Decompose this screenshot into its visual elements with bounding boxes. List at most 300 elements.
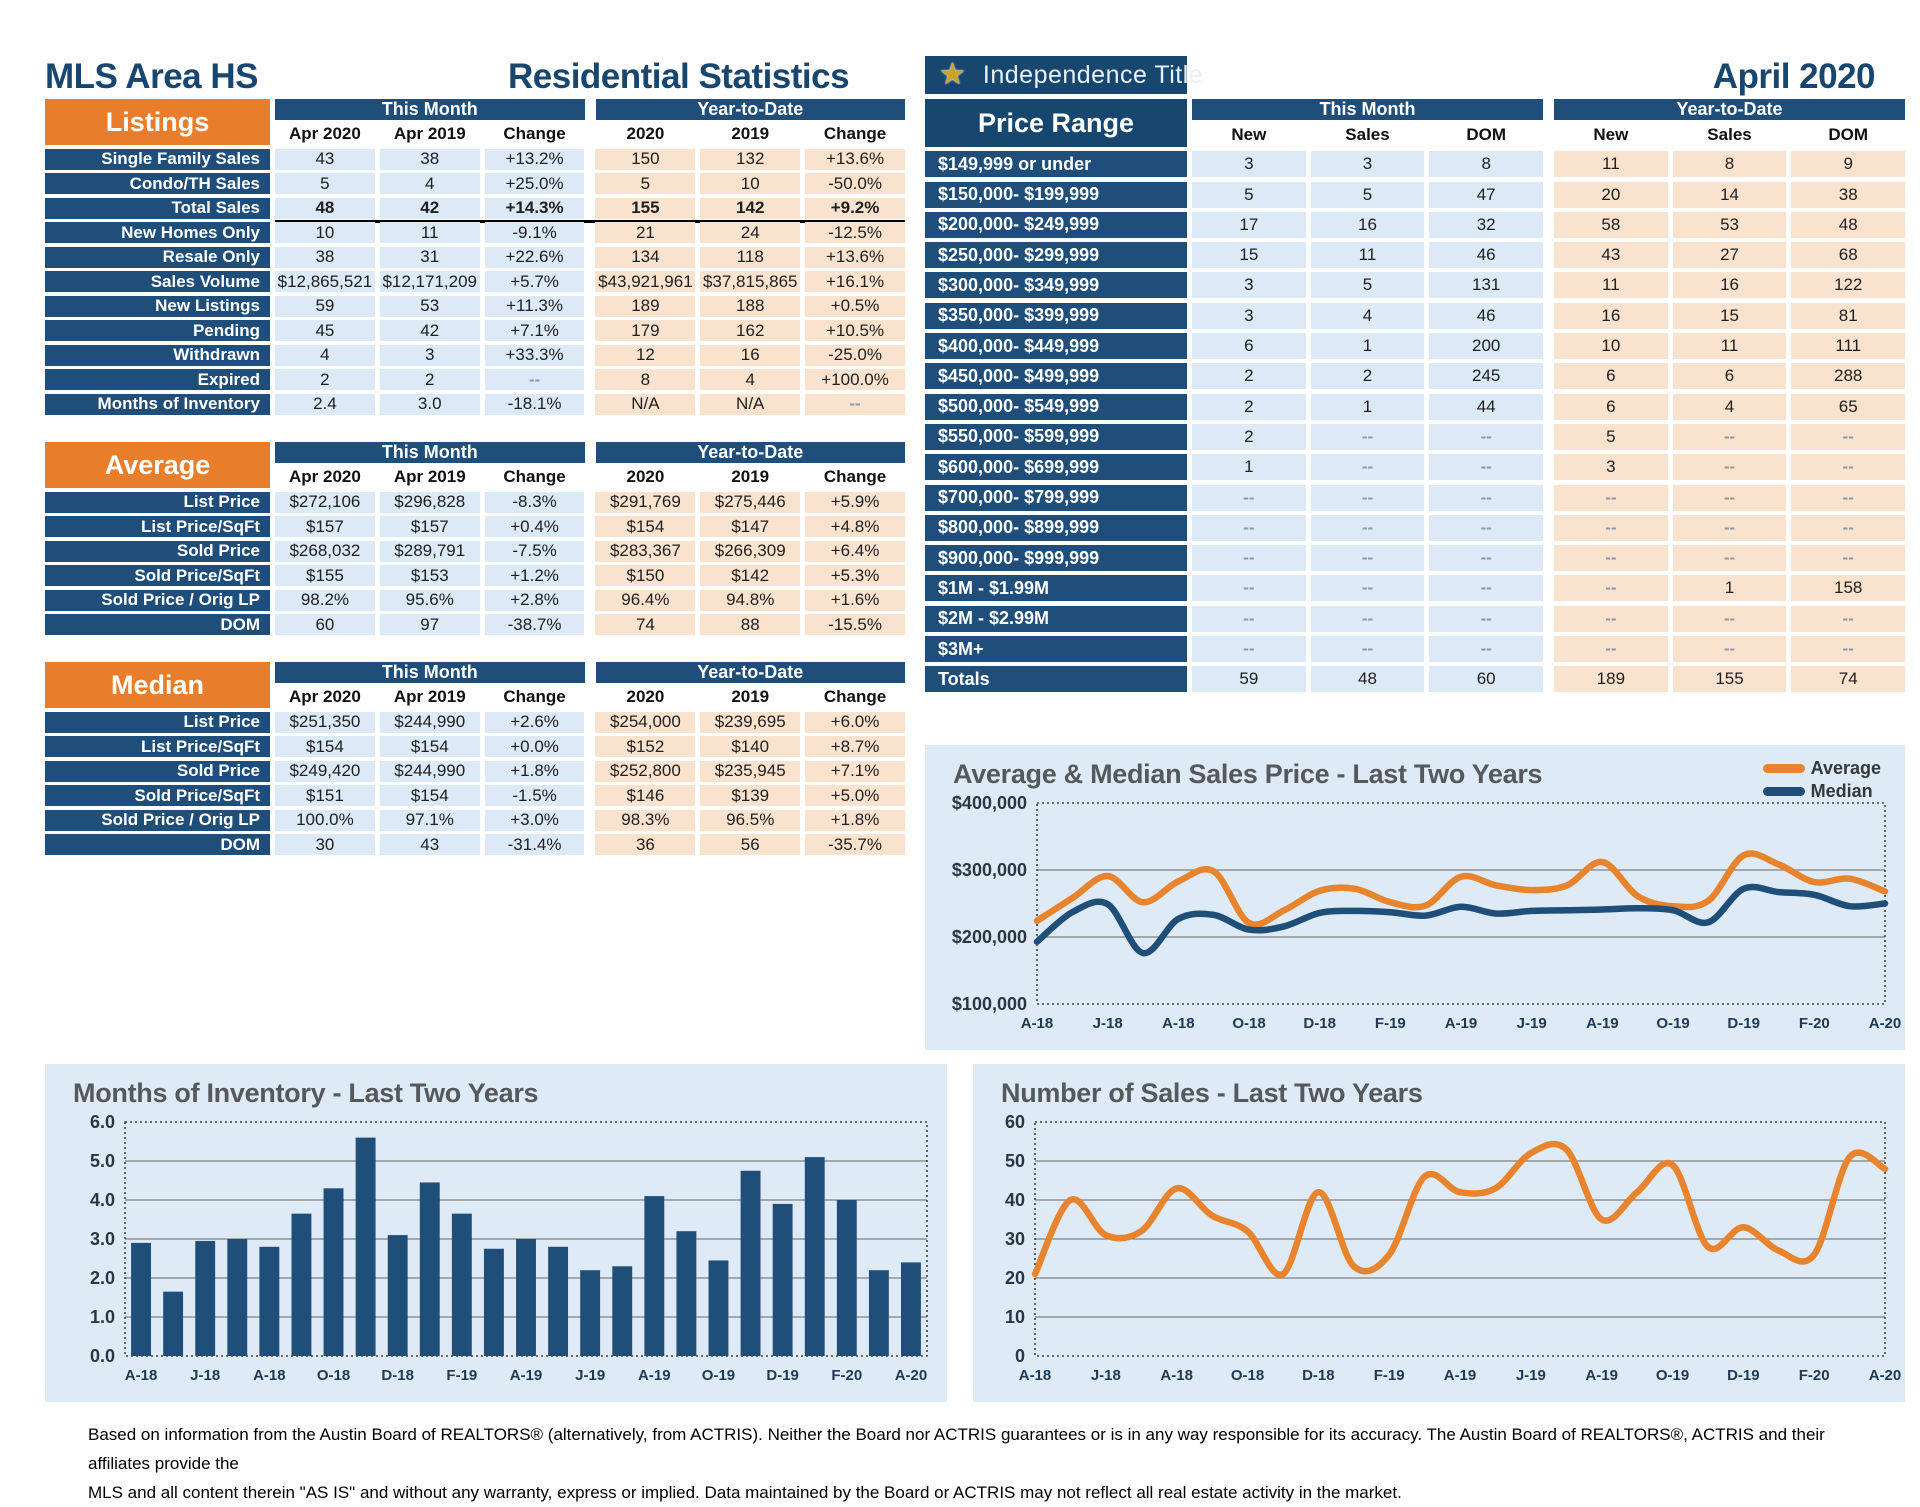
table-cell: 3.0 [380, 394, 480, 415]
table-cell: -- [1192, 485, 1306, 511]
row-cells [270, 222, 905, 243]
table-cell: 95.6% [380, 590, 480, 611]
table-cell: 94.8% [700, 590, 800, 611]
table-row [925, 151, 1905, 177]
table-cell: 21 [595, 222, 695, 243]
table-cell: $289,791 [380, 541, 480, 562]
group-header-row [270, 662, 905, 683]
table-cell: 155 [1673, 666, 1787, 692]
table-cell: 111 [1791, 333, 1905, 359]
svg-text:6.0: 6.0 [89, 1112, 115, 1132]
table-row [925, 515, 1905, 541]
legend-swatch [1763, 764, 1805, 773]
table-cell: 74 [595, 614, 695, 635]
report-date: April 2020 [1712, 57, 1875, 96]
column-header: Change [503, 467, 566, 486]
table-cell: -- [1791, 515, 1905, 541]
table-cell: N/A [595, 394, 695, 415]
row-label: Sold Price/SqFt [45, 565, 270, 586]
table-cell: 200 [1429, 333, 1543, 359]
table-cell: -- [1673, 515, 1787, 541]
group-header-row [270, 442, 905, 463]
table-row [925, 272, 1905, 298]
group-header: Year-to-Date [596, 442, 906, 463]
row-cells [270, 394, 905, 415]
table-cell: $139 [700, 785, 800, 806]
table-cell: -15.5% [805, 614, 905, 635]
table-cell: +11.3% [485, 296, 585, 317]
svg-text:A-20: A-20 [1868, 1367, 1902, 1384]
column-header: Apr 2020 [289, 467, 361, 486]
table-cell: 2 [275, 369, 375, 390]
table-cell: -- [1673, 636, 1787, 662]
table-cell: 162 [700, 320, 800, 341]
row-label: Sales Volume [45, 271, 270, 292]
row-label: Condo/TH Sales [45, 173, 270, 194]
row-cells [270, 345, 905, 366]
table-cell: 1 [1192, 454, 1306, 480]
row-label: DOM [45, 614, 270, 635]
table-row [45, 785, 905, 806]
table-cell: 15 [1192, 242, 1306, 268]
svg-text:A-19: A-19 [1586, 1015, 1619, 1032]
row-label: $800,000- $899,999 [925, 515, 1187, 541]
table-cell: 11 [1673, 333, 1787, 359]
table-cell: $12,171,209 [380, 271, 480, 292]
table-cell: -- [1554, 545, 1668, 571]
table-cell: $272,106 [275, 492, 375, 513]
svg-text:J-19: J-19 [1515, 1367, 1546, 1384]
svg-text:60: 60 [1004, 1112, 1025, 1132]
table-cell: 245 [1429, 363, 1543, 389]
column-header-row [270, 466, 905, 488]
table-cell: +22.6% [485, 247, 585, 268]
group-header-row [1187, 99, 1905, 120]
column-header: Change [503, 687, 566, 706]
table-cell: 6 [1673, 363, 1787, 389]
table-cell: 16 [1311, 212, 1425, 238]
column-header: Change [503, 124, 566, 143]
table-cell: +6.0% [805, 712, 905, 733]
section-label: Average [45, 442, 270, 488]
table-cell: -- [1311, 515, 1425, 541]
row-cells [270, 590, 905, 611]
table-cell: 97 [380, 614, 480, 635]
row-label: Sold Price [45, 541, 270, 562]
table-cell: $154 [595, 516, 695, 537]
table-cell: -- [1311, 575, 1425, 601]
table-cell: -- [1554, 606, 1668, 632]
table-cell: $152 [595, 736, 695, 757]
svg-text:20: 20 [1004, 1268, 1025, 1288]
table-cell: 2 [1192, 394, 1306, 420]
table-cell: 38 [1791, 182, 1905, 208]
legend-label: Median [1810, 781, 1873, 801]
table-row [45, 173, 905, 194]
table-cell: 9 [1791, 151, 1905, 177]
svg-text:D-19: D-19 [766, 1367, 799, 1384]
table-cell: +0.4% [485, 516, 585, 537]
svg-text:D-19: D-19 [1727, 1015, 1760, 1032]
svg-text:A-18: A-18 [1162, 1015, 1195, 1032]
table-cell: +14.3% [485, 198, 585, 219]
column-header: New [1593, 124, 1629, 144]
table-cell: -- [1673, 454, 1787, 480]
price-range-table [925, 99, 1905, 692]
svg-text:4.0: 4.0 [89, 1190, 115, 1210]
table-cell: 150 [595, 149, 695, 170]
table-row [925, 606, 1905, 632]
table-cell: 65 [1791, 394, 1905, 420]
table-row [925, 424, 1905, 450]
table-cell: -- [1554, 485, 1668, 511]
table-cell: 53 [1673, 212, 1787, 238]
group-header: This Month [1192, 99, 1543, 120]
row-label: $250,000- $299,999 [925, 242, 1187, 268]
table-cell: $154 [380, 785, 480, 806]
row-label: List Price [45, 492, 270, 513]
row-label: Withdrawn [45, 345, 270, 366]
table-cell: 189 [595, 296, 695, 317]
svg-text:O-19: O-19 [1656, 1015, 1690, 1032]
column-header: Change [823, 124, 887, 143]
table-header-columns [270, 99, 905, 145]
table-cell: 6 [1554, 363, 1668, 389]
column-header: 2019 [731, 124, 770, 143]
svg-text:5.0: 5.0 [89, 1151, 115, 1171]
table-cell: 2 [1192, 424, 1306, 450]
table-cell: $43,921,961 [595, 271, 695, 292]
table-cell: 2 [1192, 363, 1306, 389]
table-header-columns [1187, 99, 1905, 147]
svg-text:10: 10 [1004, 1307, 1025, 1327]
table-cell: 43 [275, 149, 375, 170]
table-cell: 47 [1429, 182, 1543, 208]
column-header: Apr 2020 [289, 687, 361, 706]
table-row [925, 454, 1905, 480]
table-row [45, 516, 905, 537]
row-label: $400,000- $449,999 [925, 333, 1187, 359]
svg-text:J-19: J-19 [1516, 1015, 1547, 1032]
row-cells [270, 369, 905, 390]
svg-text:A-18: A-18 [1018, 1367, 1052, 1384]
table-row [45, 565, 905, 586]
table-cell: -- [1791, 485, 1905, 511]
table-cell: -- [1311, 454, 1425, 480]
svg-text:A-18: A-18 [124, 1367, 158, 1384]
row-label: Single Family Sales [45, 149, 270, 170]
table-cell: -- [1791, 424, 1905, 450]
table-cell: +16.1% [805, 271, 905, 292]
table-cell: -- [1791, 606, 1905, 632]
table-cell: -- [1791, 454, 1905, 480]
row-label: DOM [45, 834, 270, 855]
table-cell: -- [1673, 424, 1787, 450]
table-cell: 132 [700, 149, 800, 170]
table-cell: -- [1429, 606, 1543, 632]
table-cell: 20 [1554, 182, 1668, 208]
table-cell: 81 [1791, 303, 1905, 329]
avg-median-sales-price-svg [925, 791, 1905, 1044]
avg-median-sales-price-chart [925, 745, 1905, 1050]
table-cell: -- [1554, 515, 1668, 541]
table-cell: 42 [380, 320, 480, 341]
table-cell: -38.7% [485, 614, 585, 635]
row-cells [1187, 515, 1905, 541]
row-label: $300,000- $349,999 [925, 272, 1187, 298]
table-row [45, 369, 905, 390]
table-cell: $268,032 [275, 541, 375, 562]
table-cell: 2 [380, 369, 480, 390]
table-cell: 11 [1554, 272, 1668, 298]
group-header-row [270, 99, 905, 120]
average-table [45, 442, 905, 635]
row-cells [270, 173, 905, 194]
column-header: Apr 2019 [393, 467, 466, 486]
row-label: Sold Price / Orig LP [45, 810, 270, 831]
svg-text:A-18: A-18 [253, 1367, 286, 1384]
table-cell: 2.4 [275, 394, 375, 415]
table-cell: -18.1% [485, 394, 585, 415]
row-label: New Listings [45, 296, 270, 317]
chart-title: Average & Median Sales Price - Last Two Years [953, 759, 1543, 789]
column-header: 2020 [626, 124, 665, 143]
table-cell: 3 [1192, 272, 1306, 298]
table-cell: -- [1192, 575, 1306, 601]
table-cell: +3.0% [485, 810, 585, 831]
table-cell: 188 [700, 296, 800, 317]
row-cells [1187, 424, 1905, 450]
table-cell: $12,865,521 [275, 271, 375, 292]
table-cell: $252,800 [595, 761, 695, 782]
table-cell: -- [1673, 545, 1787, 571]
svg-text:0: 0 [1014, 1346, 1025, 1366]
legend-label: Average [1810, 758, 1881, 778]
row-cells [270, 736, 905, 757]
table-row [925, 666, 1905, 692]
table-row [45, 712, 905, 733]
table-cell: $266,309 [700, 541, 800, 562]
row-label: $550,000- $599,999 [925, 424, 1187, 450]
table-cell: 5 [1311, 272, 1425, 298]
table-cell: 10 [275, 222, 375, 243]
row-label: Months of Inventory [45, 394, 270, 415]
svg-text:F-20: F-20 [831, 1367, 863, 1384]
table-cell: 288 [1791, 363, 1905, 389]
table-row [925, 333, 1905, 359]
table-cell: 97.1% [380, 810, 480, 831]
table-cell: -- [1192, 515, 1306, 541]
table-cell: -- [1791, 545, 1905, 571]
table-cell: -- [1429, 575, 1543, 601]
table-row [45, 810, 905, 831]
table-cell: +8.7% [805, 736, 905, 757]
table-cell: -- [1429, 515, 1543, 541]
row-cells [1187, 666, 1905, 692]
table-cell: $157 [380, 516, 480, 537]
table-cell: +7.1% [805, 761, 905, 782]
table-cell: 74 [1791, 666, 1905, 692]
column-header: Apr 2019 [393, 687, 466, 706]
table-cell: $140 [700, 736, 800, 757]
row-label: $200,000- $249,999 [925, 212, 1187, 238]
logo-text: Independence Title [982, 60, 1204, 89]
table-cell: 100.0% [275, 810, 375, 831]
row-label: $600,000- $699,999 [925, 454, 1187, 480]
table-header [45, 662, 905, 708]
row-cells [1187, 606, 1905, 632]
table-cell: 8 [1429, 151, 1543, 177]
svg-text:50: 50 [1004, 1151, 1025, 1171]
table-cell: 4 [275, 345, 375, 366]
disclaimer-line-2: MLS and all content therein "AS IS" and without any warranty, express or implied. Data maintained by the Board or ACTRIS may not reflect all real estate activity in the market. [88, 1483, 1402, 1502]
table-row [925, 575, 1905, 601]
row-cells [270, 614, 905, 635]
table-cell: +0.0% [485, 736, 585, 757]
table-cell: 1 [1311, 333, 1425, 359]
table-cell: 46 [1429, 242, 1543, 268]
row-cells [1187, 636, 1905, 662]
svg-text:O-19: O-19 [701, 1367, 736, 1384]
svg-text:F-20: F-20 [1798, 1015, 1830, 1032]
row-label: Totals [925, 666, 1187, 692]
table-cell: $153 [380, 565, 480, 586]
row-cells [270, 565, 905, 586]
row-label: $150,000- $199,999 [925, 182, 1187, 208]
table-row [45, 492, 905, 513]
svg-text:30: 30 [1004, 1229, 1025, 1249]
table-cell: 30 [275, 834, 375, 855]
row-cells [270, 761, 905, 782]
table-cell: -- [1429, 545, 1543, 571]
table-cell: 46 [1429, 303, 1543, 329]
table-cell: -- [1192, 636, 1306, 662]
row-label: $3M+ [925, 636, 1187, 662]
table-row [925, 636, 1905, 662]
svg-text:A-19: A-19 [1444, 1015, 1478, 1032]
row-cells [1187, 151, 1905, 177]
table-cell: 1 [1311, 394, 1425, 420]
table-cell: 155 [595, 198, 695, 219]
table-cell: 16 [1554, 303, 1668, 329]
table-cell: 4 [700, 369, 800, 390]
row-cells [270, 541, 905, 562]
svg-text:0.0: 0.0 [89, 1346, 115, 1366]
table-cell: -- [1311, 545, 1425, 571]
table-cell: +2.6% [485, 712, 585, 733]
group-header: Year-to-Date [1554, 99, 1905, 120]
table-row [45, 736, 905, 757]
table-cell: -31.4% [485, 834, 585, 855]
table-cell: 1 [1673, 575, 1787, 601]
table-row [45, 247, 905, 268]
table-cell: 96.5% [700, 810, 800, 831]
independence-title-logo [925, 56, 1204, 94]
table-cell: 68 [1791, 242, 1905, 268]
table-cell: $142 [700, 565, 800, 586]
table-cell: 98.3% [595, 810, 695, 831]
table-cell: 5 [275, 173, 375, 194]
table-cell: 10 [700, 173, 800, 194]
svg-text:J-18: J-18 [1092, 1015, 1123, 1032]
table-cell: +0.5% [805, 296, 905, 317]
row-cells [1187, 575, 1905, 601]
page-title-area: MLS Area HS [45, 57, 258, 96]
svg-text:D-19: D-19 [1727, 1367, 1760, 1384]
svg-text:1.0: 1.0 [89, 1307, 115, 1327]
table-row [45, 222, 905, 243]
table-row [925, 485, 1905, 511]
table-cell: 98.2% [275, 590, 375, 611]
table-cell: $251,350 [275, 712, 375, 733]
table-cell: -- [1554, 636, 1668, 662]
svg-text:A-20: A-20 [894, 1367, 928, 1384]
table-cell: 27 [1673, 242, 1787, 268]
row-label: List Price/SqFt [45, 516, 270, 537]
table-cell: $146 [595, 785, 695, 806]
row-cells [270, 149, 905, 170]
table-cell: -35.7% [805, 834, 905, 855]
table-cell: 11 [380, 222, 480, 243]
table-header [45, 99, 905, 145]
svg-text:$400,000: $400,000 [951, 793, 1027, 813]
row-cells [270, 296, 905, 317]
table-row [45, 149, 905, 170]
svg-text:O-18: O-18 [316, 1367, 351, 1384]
column-header: 2020 [626, 467, 665, 486]
table-cell: 42 [380, 198, 480, 219]
table-header [925, 99, 1905, 147]
column-header: 2020 [626, 687, 665, 706]
table-cell: -- [1429, 485, 1543, 511]
column-header: Apr 2019 [393, 124, 466, 143]
table-cell: $244,990 [380, 761, 480, 782]
table-cell: 5 [1311, 182, 1425, 208]
table-cell: +100.0% [805, 369, 905, 390]
table-cell: -- [1311, 606, 1425, 632]
table-cell: 16 [1673, 272, 1787, 298]
table-cell: $275,446 [700, 492, 800, 513]
column-header-row [270, 123, 905, 145]
table-cell: 131 [1429, 272, 1543, 298]
table-cell: $291,769 [595, 492, 695, 513]
table-row [45, 541, 905, 562]
table-cell: +1.8% [485, 761, 585, 782]
table-cell: 6 [1554, 394, 1668, 420]
section-label: Median [45, 662, 270, 708]
column-header: 2019 [731, 687, 770, 706]
number-of-sales-svg [973, 1110, 1905, 1396]
table-cell: 48 [275, 198, 375, 219]
row-label: $149,999 or under [925, 151, 1187, 177]
table-cell: 5 [1554, 424, 1668, 450]
table-cell: -- [1673, 606, 1787, 632]
svg-text:$100,000: $100,000 [951, 994, 1027, 1014]
table-cell: 16 [700, 345, 800, 366]
disclaimer-line-1: Based on information from the Austin Board of REALTORS® (alternatively, from ACTRIS). Neither the Board nor ACTRIS guarantees or is in any way responsible for its accuracy. The Austin Board of REALTORS®, ACTRIS and their affiliates provide the [88, 1425, 1825, 1473]
svg-text:A-19: A-19 [1443, 1367, 1477, 1384]
table-cell: 60 [1429, 666, 1543, 692]
row-cells [1187, 212, 1905, 238]
table-cell: 11 [1554, 151, 1668, 177]
table-cell: $157 [275, 516, 375, 537]
column-header-row [1187, 123, 1905, 146]
table-cell: +5.7% [485, 271, 585, 292]
table-cell: 59 [1192, 666, 1306, 692]
svg-text:$200,000: $200,000 [951, 927, 1027, 947]
svg-text:$300,000: $300,000 [951, 860, 1027, 880]
table-cell: 3 [1554, 454, 1668, 480]
